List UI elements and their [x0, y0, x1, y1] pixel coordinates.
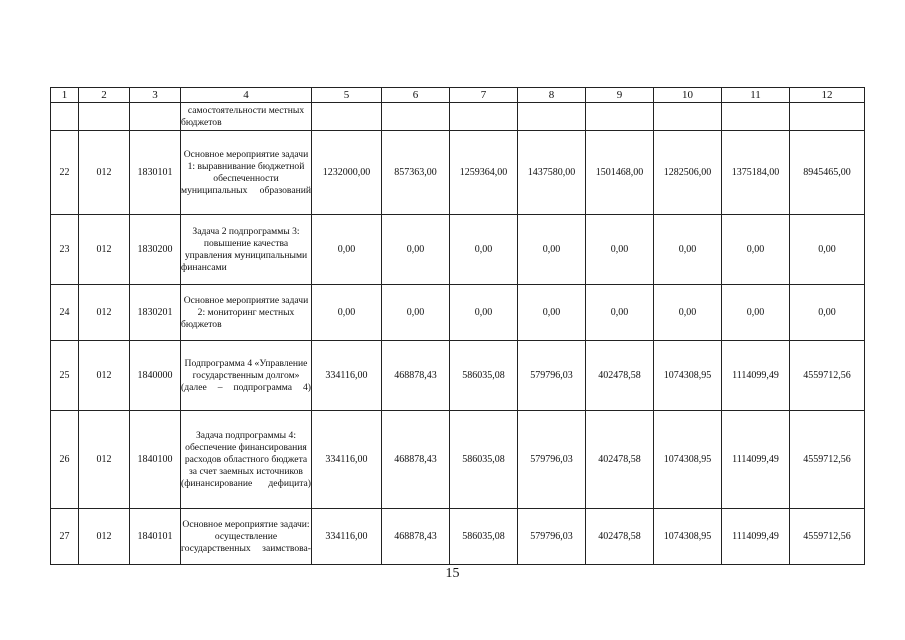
amount-cell: 0,00	[654, 285, 722, 341]
code-cell: 012	[79, 411, 130, 509]
table-row	[51, 341, 865, 411]
table-body	[51, 88, 865, 565]
amount-cell: 468878,43	[382, 509, 450, 565]
row-number: 27	[51, 509, 79, 565]
cell-empty	[51, 103, 79, 131]
amount-cell: 402478,58	[586, 509, 654, 565]
cell-empty	[722, 103, 790, 131]
amount-cell: 468878,43	[382, 411, 450, 509]
column-header: 9	[586, 88, 654, 103]
amount-cell: 0,00	[586, 215, 654, 285]
description-cell: Основное мероприятие задачи 1: выравнивание бюджетной обеспеченности муниципальных образований	[181, 131, 312, 215]
table-row	[51, 215, 865, 285]
amount-cell: 586035,08	[450, 341, 518, 411]
column-header: 4	[181, 88, 312, 103]
amount-cell: 579796,03	[518, 341, 586, 411]
amount-cell: 0,00	[790, 285, 865, 341]
amount-cell: 4559712,56	[790, 411, 865, 509]
description-cell: Задача подпрограммы 4: обеспечение финансирования расходов областного бюджета за счет заемных источников (финансирование дефицита)	[181, 411, 312, 509]
amount-cell: 0,00	[312, 215, 382, 285]
amount-cell: 1114099,49	[722, 341, 790, 411]
amount-cell: 1114099,49	[722, 411, 790, 509]
row-number: 24	[51, 285, 79, 341]
column-header: 2	[79, 88, 130, 103]
amount-cell: 0,00	[722, 215, 790, 285]
amount-cell: 402478,58	[586, 411, 654, 509]
row-number: 22	[51, 131, 79, 215]
amount-cell: 1375184,00	[722, 131, 790, 215]
table-row	[51, 131, 865, 215]
amount-cell: 0,00	[382, 215, 450, 285]
code-cell: 012	[79, 131, 130, 215]
amount-cell: 1074308,95	[654, 341, 722, 411]
amount-cell: 4559712,56	[790, 509, 865, 565]
kbk-cell: 1840000	[130, 341, 181, 411]
column-header: 3	[130, 88, 181, 103]
description-cell: Подпрограмма 4 «Управление государственным долгом» (далее – подпрограмма 4)	[181, 341, 312, 411]
amount-cell: 1232000,00	[312, 131, 382, 215]
code-cell: 012	[79, 285, 130, 341]
budget-table	[50, 87, 865, 565]
row-number: 23	[51, 215, 79, 285]
cell-empty	[382, 103, 450, 131]
amount-cell: 1437580,00	[518, 131, 586, 215]
amount-cell: 0,00	[312, 285, 382, 341]
row-number: 26	[51, 411, 79, 509]
amount-cell: 0,00	[450, 215, 518, 285]
page-number: 15	[445, 566, 460, 581]
column-header: 12	[790, 88, 865, 103]
column-header: 1	[51, 88, 79, 103]
amount-cell: 402478,58	[586, 341, 654, 411]
amount-cell: 0,00	[518, 285, 586, 341]
cell-empty	[130, 103, 181, 131]
code-cell: 012	[79, 509, 130, 565]
cell-empty	[654, 103, 722, 131]
continuation-description: самостоятельности местных бюджетов	[181, 103, 312, 131]
amount-cell: 334116,00	[312, 509, 382, 565]
table-row	[51, 285, 865, 341]
amount-cell: 1074308,95	[654, 509, 722, 565]
column-header: 6	[382, 88, 450, 103]
table-row	[51, 411, 865, 509]
description-cell: Задача 2 подпрограммы 3: повышение качества управления муниципальными финансами	[181, 215, 312, 285]
header-row	[51, 88, 865, 103]
kbk-cell: 1840100	[130, 411, 181, 509]
kbk-cell: 1840101	[130, 509, 181, 565]
cell-empty	[312, 103, 382, 131]
amount-cell: 4559712,56	[790, 341, 865, 411]
kbk-cell: 1830201	[130, 285, 181, 341]
kbk-cell: 1830101	[130, 131, 181, 215]
column-header: 7	[450, 88, 518, 103]
column-header: 10	[654, 88, 722, 103]
code-cell: 012	[79, 341, 130, 411]
description-cell: Основное мероприятие задачи 2: мониторинг местных бюджетов	[181, 285, 312, 341]
amount-cell: 1259364,00	[450, 131, 518, 215]
amount-cell: 0,00	[450, 285, 518, 341]
amount-cell: 1074308,95	[654, 411, 722, 509]
row-number: 25	[51, 341, 79, 411]
amount-cell: 579796,03	[518, 411, 586, 509]
column-header: 8	[518, 88, 586, 103]
cell-empty	[518, 103, 586, 131]
column-header: 11	[722, 88, 790, 103]
amount-cell: 0,00	[518, 215, 586, 285]
amount-cell: 586035,08	[450, 509, 518, 565]
amount-cell: 1282506,00	[654, 131, 722, 215]
amount-cell: 334116,00	[312, 411, 382, 509]
cell-empty	[450, 103, 518, 131]
continuation-row	[51, 103, 865, 131]
amount-cell: 334116,00	[312, 341, 382, 411]
code-cell: 012	[79, 215, 130, 285]
amount-cell: 586035,08	[450, 411, 518, 509]
amount-cell: 857363,00	[382, 131, 450, 215]
amount-cell: 468878,43	[382, 341, 450, 411]
kbk-cell: 1830200	[130, 215, 181, 285]
amount-cell: 8945465,00	[790, 131, 865, 215]
description-cell: Основное мероприятие задачи: осуществление государственных заимствова-	[181, 509, 312, 565]
cell-empty	[79, 103, 130, 131]
table-row	[51, 509, 865, 565]
amount-cell: 1501468,00	[586, 131, 654, 215]
amount-cell: 0,00	[654, 215, 722, 285]
amount-cell: 0,00	[586, 285, 654, 341]
column-header: 5	[312, 88, 382, 103]
cell-empty	[586, 103, 654, 131]
amount-cell: 0,00	[722, 285, 790, 341]
amount-cell: 0,00	[382, 285, 450, 341]
amount-cell: 0,00	[790, 215, 865, 285]
amount-cell: 1114099,49	[722, 509, 790, 565]
cell-empty	[790, 103, 865, 131]
amount-cell: 579796,03	[518, 509, 586, 565]
